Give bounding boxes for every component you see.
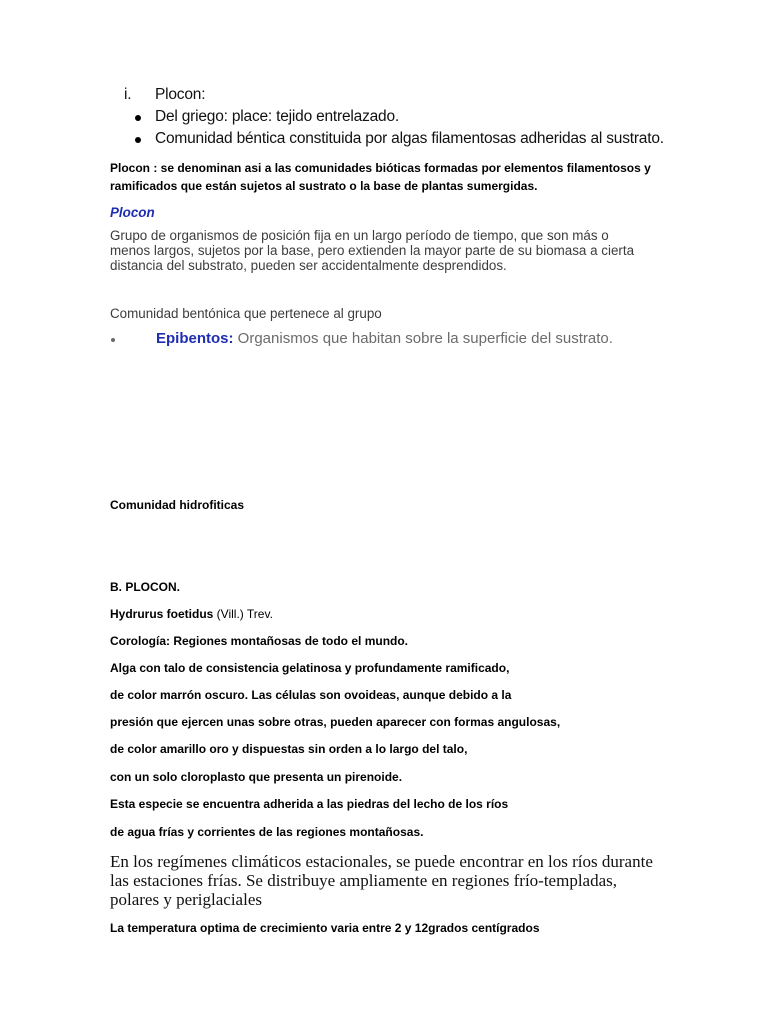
bullet-icon xyxy=(135,115,141,121)
plocon-line-2: menos largos, sujetos por la base, pero extienden la mayor parte de su biomasa a cierta xyxy=(110,243,635,258)
temperature-note: La temperatura optima de crecimiento varia entre 2 y 12grados centígrados xyxy=(110,921,540,935)
definition-line-2: ramificados que están sujetos al sustrato o la base de plantas sumergidas. xyxy=(110,179,538,193)
species-author: (Vill.) Trev. xyxy=(213,607,273,621)
plocon-line-3: distancia del substrato, pueden ser accidentalmente desprendidos. xyxy=(110,258,507,273)
species-line: de color marrón oscuro. Las células son ovoideas, aunque debido a la xyxy=(110,688,512,702)
species-line: con un solo cloroplasto que presenta un pirenoide. xyxy=(110,770,403,784)
plocon-line-1: Grupo de organismos de posición fija en un largo período de tiempo, que son más o xyxy=(110,228,609,243)
hidrofiticas-label: Comunidad hidrofiticas xyxy=(110,498,245,512)
section-heading: B. PLOCON. xyxy=(110,580,181,594)
plocon-heading: Plocon xyxy=(110,205,155,220)
outline-bullet-1: Del griego: place: tejido entrelazado. xyxy=(155,108,400,125)
species-line: Alga con talo de consistencia gelatinosa y profundamente ramificado, xyxy=(110,661,510,675)
bentonica-intro: Comunidad bentónica que pertenece al grupo xyxy=(110,306,382,321)
epibentos-term: Epibentos: xyxy=(156,330,234,347)
species-line: Esta especie se encuentra adherida a las piedras del lecho de los ríos xyxy=(110,797,509,811)
species-name: Hydrurus foetidus xyxy=(110,607,214,621)
bullet-icon xyxy=(111,338,115,342)
species-line: presión que ejercen unas sobre otras, pueden aparecer con formas angulosas, xyxy=(110,715,561,729)
bullet-icon xyxy=(135,137,141,143)
species-line: de agua frías y corrientes de las regiones montañosas. xyxy=(110,825,424,839)
outline-heading: Plocon: xyxy=(155,86,206,103)
species-title xyxy=(110,607,273,621)
definition-line-1: Plocon : se denominan asi a las comunidades bióticas formadas por elementos filamentosos y xyxy=(110,161,651,175)
roman-numeral: i. xyxy=(124,86,132,103)
species-line: de color amarillo oro y dispuestas sin orden a lo largo del talo, xyxy=(110,742,468,756)
epibentos-line xyxy=(156,330,613,347)
species-line: Corología: Regiones montañosas de todo el mundo. xyxy=(110,634,409,648)
climate-paragraph: En los regímenes climáticos estacionales, se puede encontrar en los ríos durante las estaciones frías. Se distribuye ampliamente en regiones frío-templadas, polares y periglaciales xyxy=(110,852,653,909)
outline-bullet-2: Comunidad béntica constituida por algas filamentosas adheridas al sustrato. xyxy=(155,130,664,147)
epibentos-description: Organismos que habitan sobre la superficie del sustrato. xyxy=(233,330,613,347)
